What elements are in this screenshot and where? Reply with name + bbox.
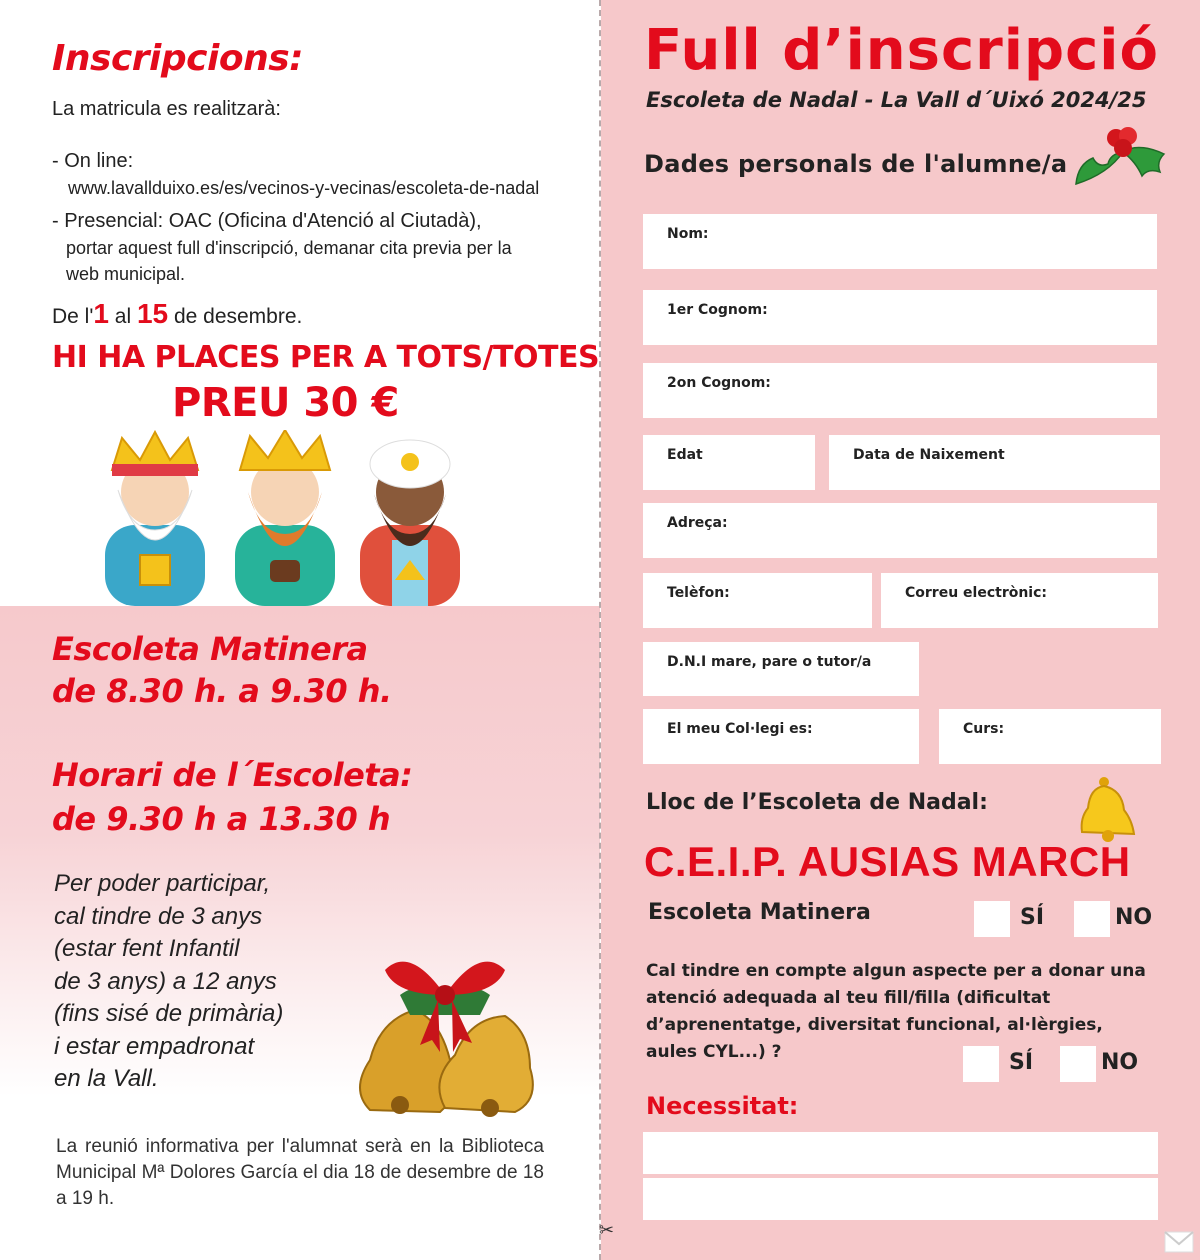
- requirement-line: i estar empadronat: [54, 1032, 255, 1060]
- scissors-icon: ✂: [599, 1220, 615, 1241]
- bell-icon: [1074, 774, 1140, 846]
- cognom2-label: 2on Cognom:: [667, 375, 771, 391]
- adreca-field[interactable]: [643, 503, 1157, 558]
- dades-personals-title: Dades personals de l'alumne/a: [644, 150, 1068, 178]
- requirement-line: (fins sisé de primària): [54, 1000, 284, 1027]
- matinera-no-label: NO: [1115, 905, 1153, 930]
- cognom1-label: 1er Cognom:: [667, 302, 768, 318]
- form-subtitle: Escoleta de Nadal - La Vall d´Uixó 2024/25: [646, 88, 1147, 112]
- cognom2-field[interactable]: [643, 363, 1157, 418]
- collegi-label: El meu Col·legi es:: [667, 721, 813, 737]
- correu-field[interactable]: [881, 573, 1158, 628]
- king-white-beard-icon: [105, 432, 205, 606]
- escoleta-matinera-question: Escoleta Matinera: [648, 900, 871, 925]
- cut-line: [599, 0, 601, 1260]
- requirement-line: cal tindre de 3 anys: [54, 902, 263, 930]
- requirements-text: [54, 868, 283, 1096]
- online-url[interactable]: www.lavallduixo.es/es/vecinos-y-vecinas/escoleta-de-nadal: [68, 178, 540, 198]
- lloc-title: Lloc de l’Escoleta de Nadal:: [646, 790, 988, 815]
- reunio-info: La reunió informativa per l'alumnat serà en la Biblioteca Municipal Mª Dolores García el dia 18 de desembre de 18 a 19 h.: [56, 1136, 544, 1209]
- online-label: - On line:: [52, 150, 134, 172]
- cognom1-field[interactable]: [643, 290, 1157, 345]
- aspecte-no-checkbox[interactable]: [1060, 1046, 1096, 1082]
- requirement-line: Per poder participar,: [54, 870, 271, 897]
- nom-label: Nom:: [667, 226, 709, 242]
- naixement-field[interactable]: [829, 435, 1160, 490]
- three-kings-illustration: [100, 430, 480, 606]
- dates-pre: De l': [52, 305, 94, 328]
- matinera-time: de 8.30 h. a 9.30 h.: [52, 672, 392, 710]
- presencial-line-2: portar aquest full d'inscripció, demanar cita previa per la: [66, 238, 512, 258]
- matinera-si-label: SÍ: [1020, 905, 1045, 930]
- king-red-beard-icon: [235, 430, 335, 606]
- form-title: Full d’inscripció: [644, 18, 1159, 83]
- requirement-line: en la Vall.: [54, 1065, 159, 1092]
- dates-to: 15: [136, 298, 169, 329]
- inscripcions-title: Inscripcions:: [52, 38, 304, 79]
- requirement-line: (estar fent Infantil: [54, 935, 240, 962]
- horari-title: Horari de l´Escoleta:: [52, 756, 413, 794]
- telefon-label: Telèfon:: [667, 585, 730, 601]
- telefon-field[interactable]: [643, 573, 872, 628]
- edat-field[interactable]: [643, 435, 815, 490]
- dates-from: 1: [93, 298, 109, 329]
- matinera-no-checkbox[interactable]: [1074, 901, 1110, 937]
- presencial-line-1: - Presencial: OAC (Oficina d'Atenció al Ciutadà),: [52, 210, 482, 232]
- curs-label: Curs:: [963, 721, 1005, 737]
- matinera-si-checkbox[interactable]: [974, 901, 1010, 937]
- aspecte-question: Cal tindre en compte algun aspecte per a donar una atenció adequada al teu fill/filla (dificultat d’aprenentatge, diversitat funcional, al·lèrgies, aules CYL...) ?: [646, 961, 1146, 1062]
- holly-icon: [1068, 124, 1168, 190]
- places-banner: HI HA PLACES PER A TOTS/TOTES: [52, 340, 600, 375]
- adreca-label: Adreça:: [667, 515, 728, 531]
- dni-field[interactable]: [643, 642, 919, 696]
- collegi-field[interactable]: [643, 709, 919, 764]
- naixement-label: Data de Naixement: [853, 447, 1005, 463]
- aspecte-no-label: NO: [1101, 1050, 1139, 1075]
- requirement-line: de 3 anys) a 12 anys: [54, 967, 277, 995]
- envelope-icon: [1164, 1226, 1194, 1256]
- presencial-line-3: web municipal.: [66, 264, 186, 284]
- aspecte-si-label: SÍ: [1009, 1050, 1034, 1075]
- ceip-name: C.E.I.P. AUSIAS MARCH: [644, 838, 1131, 885]
- dates-post: de desembre.: [168, 305, 303, 328]
- matricula-intro: La matricula es realitzarà:: [52, 98, 281, 120]
- king-turban-icon: [360, 440, 460, 606]
- aspecte-si-checkbox[interactable]: [963, 1046, 999, 1082]
- necessitat-title: Necessitat:: [646, 1092, 799, 1120]
- dates-line: [52, 298, 302, 330]
- horari-time: de 9.30 h a 13.30 h: [52, 800, 391, 838]
- necessitat-field-2[interactable]: [643, 1178, 1158, 1220]
- christmas-bells-icon: [340, 940, 550, 1120]
- curs-field[interactable]: [939, 709, 1161, 764]
- dni-label: D.N.I mare, pare o tutor/a: [667, 654, 872, 670]
- necessitat-field-1[interactable]: [643, 1132, 1158, 1174]
- dates-mid: al: [108, 305, 137, 328]
- nom-field[interactable]: [643, 214, 1157, 269]
- price-banner: PREU 30 €: [172, 380, 399, 426]
- edat-label: Edat: [667, 447, 703, 463]
- matinera-title: Escoleta Matinera: [52, 630, 368, 668]
- correu-label: Correu electrònic:: [905, 585, 1048, 601]
